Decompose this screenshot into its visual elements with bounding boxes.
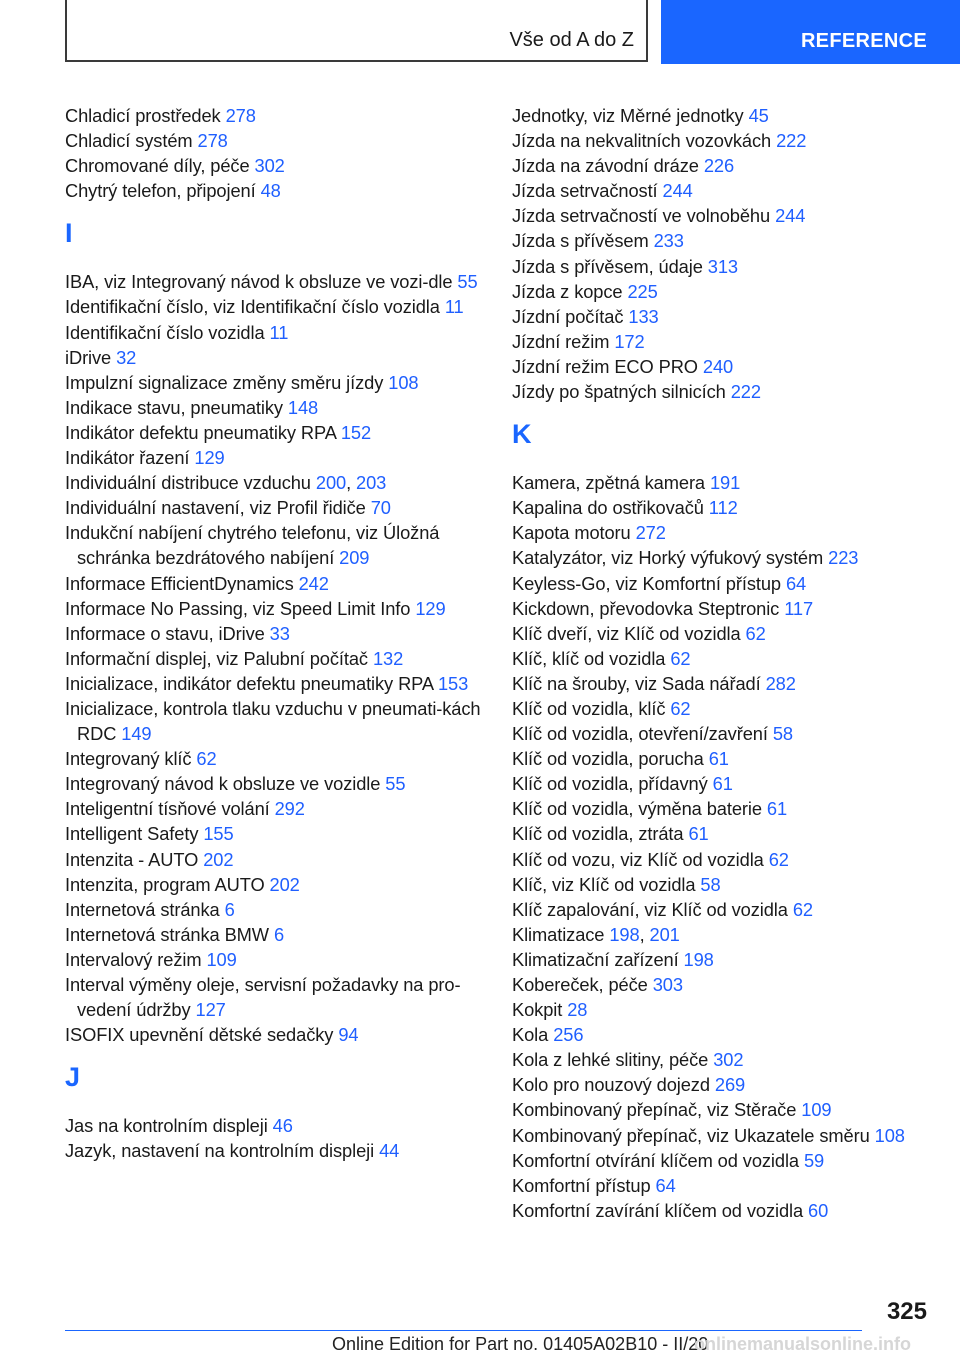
page-link[interactable]: 64: [785, 572, 807, 594]
index-entry: [65, 596, 485, 621]
page-link[interactable]: 269: [714, 1074, 746, 1096]
index-entry: [512, 972, 932, 997]
index-entry: Individuální distribuce vzduchu 200, 203: [65, 472, 387, 494]
index-entry-term: Intenzita - AUTO: [65, 848, 199, 870]
index-entry: [512, 279, 932, 304]
page-link[interactable]: 64: [655, 1174, 676, 1196]
index-entry-term: Klimatizační zařízení: [512, 948, 679, 970]
page-link[interactable]: 55: [457, 271, 478, 293]
index-entry-term: Chladicí prostředek: [65, 105, 221, 126]
index-entry: [65, 420, 485, 445]
page-link[interactable]: 45: [748, 105, 769, 126]
index-entry: [512, 1047, 932, 1072]
page-link[interactable]: 11: [269, 321, 289, 343]
index-entry-term: Indikátor defektu pneumatiky RPA: [65, 421, 336, 443]
index-entry: [65, 821, 485, 846]
index-entry: [512, 470, 932, 495]
index-entry-term: Klíč od vozu, viz Klíč od vozidla: [512, 848, 764, 870]
page-link[interactable]: 201: [649, 923, 680, 945]
page-link[interactable]: 209: [339, 547, 370, 569]
index-entry: [65, 947, 485, 972]
index-entry-term: Intelligent Safety: [65, 823, 199, 845]
page-link[interactable]: 198: [609, 923, 640, 945]
index-entry-term: Klíč od vozidla, klíč: [512, 697, 666, 719]
page-link[interactable]: 61: [766, 798, 788, 820]
index-entry: [512, 545, 932, 570]
index-entry-term: Kombinovaný přepínač, viz Stěrače: [512, 1099, 797, 1121]
index-entry-term: Kickdown, převodovka Steptronic: [512, 597, 780, 619]
index-entry-term: Chromované díly, péče: [65, 155, 250, 177]
index-entry-term: Klíč zapalování, viz Klíč od vozidla: [512, 898, 788, 920]
index-letter-heading: K: [512, 419, 532, 450]
page-link[interactable]: 62: [196, 748, 217, 770]
page-link[interactable]: 278: [197, 130, 228, 152]
index-entry: [512, 1123, 932, 1148]
index-entry: [512, 1022, 932, 1047]
page-link[interactable]: 233: [653, 230, 684, 252]
index-entry: [512, 1097, 932, 1122]
index-entry: [512, 254, 932, 279]
index-entry-term: Kolo pro nouzový dojezd: [512, 1074, 710, 1096]
reference-tab-label: REFERENCE: [800, 30, 927, 52]
index-entry-term: Jas na kontrolním displeji: [65, 1115, 268, 1137]
page-link[interactable]: 32: [116, 346, 137, 368]
index-entry: [512, 520, 932, 545]
index-entry: [512, 128, 932, 153]
page-link[interactable]: 129: [415, 597, 446, 619]
page-link[interactable]: 198: [683, 948, 714, 970]
index-entry: [512, 203, 932, 228]
index-entry: [65, 345, 485, 370]
index-entry-term: Jízdní režim: [512, 330, 610, 352]
index-entry-term: Jízda z kopce: [512, 280, 623, 302]
index-entry-term: Jízda setrvačností ve volnoběhu: [512, 205, 771, 227]
index-entry: [65, 1022, 485, 1047]
page-link[interactable]: 203: [356, 472, 387, 494]
index-entry-term: Jízda s přívěsem: [512, 230, 649, 252]
index-entry: [512, 1148, 932, 1173]
index-entry: [512, 947, 932, 972]
index-entry: [65, 103, 485, 128]
page-link[interactable]: 117: [784, 597, 814, 619]
index-entry-term: Klimatizace: [512, 923, 605, 945]
index-entry-term: Internetová stránka: [65, 898, 220, 920]
page-link[interactable]: 222: [730, 381, 761, 403]
page-link[interactable]: 153: [437, 672, 469, 694]
index-entry-term: Identifikační číslo, viz Identifikační číslo vozidla: [65, 296, 440, 318]
page-link[interactable]: 133: [628, 305, 659, 327]
index-entry: [65, 696, 485, 746]
page-link[interactable]: 152: [340, 421, 372, 443]
index-entry: [512, 847, 932, 872]
edition-note: Online Edition for Part no. 01405A02B10 - II/20: [332, 1334, 709, 1354]
index-entry: [65, 178, 485, 203]
index-entry: [512, 1072, 932, 1097]
index-entry: [512, 872, 932, 897]
page-link[interactable]: 278: [225, 105, 256, 126]
index-entry-term: Integrovaný návod k obsluze ve vozidle: [65, 773, 381, 795]
page-link[interactable]: 302: [713, 1049, 744, 1071]
index-entry-term: Impulzní signalizace změny směru jízdy: [65, 371, 384, 393]
index-entry: [65, 1113, 485, 1138]
index-entry: [512, 821, 932, 846]
page-link[interactable]: 240: [702, 355, 734, 377]
index-entry: [512, 796, 932, 821]
index-entry: [512, 304, 932, 329]
index-entry-term: Intenzita, program AUTO: [65, 873, 265, 895]
index-entry-term: Klíč od vozidla, přídavný: [512, 773, 708, 795]
page-link[interactable]: 226: [703, 155, 735, 177]
index-entry-term: Indikátor řazení: [65, 447, 190, 469]
page-link[interactable]: 202: [203, 848, 234, 870]
page-link[interactable]: 70: [370, 497, 391, 519]
index-entry-term: Inicializace, indikátor defektu pneumatiky RPA: [65, 672, 433, 694]
index-entry: [512, 153, 932, 178]
index-entry-term: Informace No Passing, viz Speed Limit Info: [65, 597, 411, 619]
page-link[interactable]: 242: [298, 572, 329, 594]
index-entry-term: Katalyzátor, viz Horký výfukový systém: [512, 547, 824, 569]
page-link[interactable]: 44: [379, 1140, 400, 1162]
index-column-left: [65, 103, 485, 1163]
index-entry-term: Jízdní režim ECO PRO: [512, 355, 698, 377]
index-entry-term: Intervalový režim: [65, 948, 202, 970]
index-entry-term: Klíč od vozidla, ztráta: [512, 823, 684, 845]
page-link[interactable]: 222: [776, 130, 807, 152]
index-entry: [512, 746, 932, 771]
index-entry: [512, 571, 932, 596]
index-entry-term: Jízdní počítač: [512, 305, 624, 327]
index-entry-term: Klíč na šrouby, viz Sada nářadí: [512, 672, 761, 694]
page-link[interactable]: 244: [775, 205, 806, 227]
index-entry: [65, 128, 485, 153]
page-link[interactable]: 28: [567, 999, 588, 1021]
page-link[interactable]: 109: [206, 948, 237, 970]
index-entry-term: Chytrý telefon, připojení: [65, 180, 256, 202]
index-entry-term: Individuální nastavení, viz Profil řidiče: [65, 497, 366, 519]
index-entry-term: Kola z lehké slitiny, péče: [512, 1049, 709, 1071]
index-entry: [65, 796, 485, 821]
index-entry: [512, 103, 932, 128]
index-entry-term: Komfortní přístup: [512, 1174, 651, 1196]
index-entry: [65, 972, 485, 1022]
page-link[interactable]: 11: [444, 296, 464, 318]
index-entry: [512, 646, 932, 671]
index-entry: [65, 1138, 485, 1163]
index-entry-term: Kola: [512, 1024, 549, 1046]
page-link[interactable]: 109: [801, 1099, 832, 1121]
page-link[interactable]: 62: [792, 898, 813, 920]
index-entry: [512, 354, 932, 379]
index-entry-term: Informační displej, viz Palubní počítač: [65, 647, 368, 669]
page-link[interactable]: 94: [338, 1024, 359, 1046]
page-link[interactable]: 62: [670, 647, 691, 669]
index-entry-term: Chladicí systém: [65, 130, 193, 152]
page-link[interactable]: 61: [688, 823, 709, 845]
index-entry-term: Jízda setrvačností: [512, 180, 658, 202]
page-link[interactable]: 282: [765, 672, 796, 694]
page-link[interactable]: 132: [372, 647, 404, 669]
page-link[interactable]: 272: [635, 522, 666, 544]
page-link[interactable]: 148: [287, 396, 319, 418]
index-entry-term: Klíč od vozidla, otevření/zavření: [512, 723, 768, 745]
index-entry-term: Jízdy po špatných silnicích: [512, 381, 726, 403]
page-link[interactable]: 61: [708, 748, 729, 770]
index-entry: [65, 269, 485, 294]
index-entry: [512, 621, 932, 646]
page-link[interactable]: 256: [553, 1024, 584, 1046]
index-column-right: [512, 103, 932, 1223]
index-entry-term: IBA, viz Integrovaný návod k obsluze ve vozi-dle: [65, 271, 453, 293]
index-entry: [512, 379, 932, 404]
index-entry-term: Klíč od vozidla, porucha: [512, 748, 704, 770]
index-entry-term: Inicializace, kontrola tlaku vzduchu v pneumati-kách RDC: [65, 697, 481, 745]
index-letter-heading: I: [65, 218, 73, 249]
index-entry-term: Integrovaný klíč: [65, 748, 192, 770]
index-entry: [65, 872, 485, 897]
index-entry: [65, 847, 485, 872]
index-entry-term: ISOFIX upevnění dětské sedačky: [65, 1024, 334, 1046]
index-entry: [65, 621, 485, 646]
page-link[interactable]: 62: [768, 848, 789, 870]
index-entry: [65, 771, 485, 796]
index-entry: [65, 671, 485, 696]
footer-divider: [65, 1330, 862, 1331]
page-link[interactable]: 303: [652, 974, 683, 995]
index-entry: [512, 897, 932, 922]
index-entry: [65, 520, 485, 570]
index-entry: [65, 897, 485, 922]
index-entry-term: Kamera, zpětná kamera: [512, 472, 705, 494]
index-entry-term: iDrive: [65, 346, 112, 368]
index-entry: [65, 571, 485, 596]
index-entry-term: Jízda na závodní dráze: [512, 155, 699, 177]
index-entry: [512, 671, 932, 696]
index-entry: [65, 495, 485, 520]
index-entry-term: Jízda na nekvalitních vozovkách: [512, 130, 772, 152]
index-entry-term: Jízda s přívěsem, údaje: [512, 255, 703, 277]
index-entry-term: Indikace stavu, pneumatiky: [65, 396, 283, 418]
index-entry: [512, 1173, 932, 1198]
watermark: onlinemanualsonline.info: [694, 1334, 912, 1354]
page-link[interactable]: 302: [254, 155, 285, 177]
index-entry: [512, 1198, 932, 1223]
index-entry: [512, 329, 932, 354]
index-entry: [512, 771, 932, 796]
page-link[interactable]: 225: [627, 280, 658, 302]
page-link[interactable]: 155: [203, 823, 234, 845]
index-entry-term: Kapalina do ostřikovačů: [512, 497, 704, 519]
index-entry-term: Klíč dveří, viz Klíč od vozidla: [512, 622, 741, 644]
index-entry: [512, 696, 932, 721]
page-link[interactable]: 112: [708, 497, 738, 519]
page-link[interactable]: 108: [874, 1124, 905, 1146]
header-section-box: [65, 0, 648, 62]
page-link[interactable]: 313: [707, 255, 738, 277]
index-entry: [512, 596, 932, 621]
page-link[interactable]: 129: [194, 447, 225, 469]
index-entry-term: Individuální distribuce vzduchu: [65, 472, 311, 494]
page-link[interactable]: 58: [772, 723, 793, 745]
index-entry-term: Informace o stavu, iDrive: [65, 622, 265, 644]
page-link[interactable]: 127: [195, 999, 226, 1021]
page-number: 325: [886, 1298, 927, 1325]
index-entry: [65, 445, 485, 470]
index-entry-term: Kombinovaný přepínač, viz Ukazatele směru: [512, 1124, 870, 1146]
index-entry-term: Inteligentní tísňové volání: [65, 798, 270, 820]
page-link[interactable]: 202: [269, 873, 300, 895]
page-link[interactable]: 292: [274, 798, 305, 820]
index-entry-term: Komfortní zavírání klíčem od vozidla: [512, 1199, 804, 1221]
page-link[interactable]: 149: [121, 723, 152, 745]
index-entry-term: Informace EfficientDynamics: [65, 572, 294, 594]
index-entry-term: Kobereček, péče: [512, 974, 648, 995]
page-link[interactable]: 58: [700, 873, 721, 895]
index-entry: [65, 922, 485, 947]
index-entry-term: Internetová stránka BMW: [65, 923, 269, 945]
index-entry: [512, 178, 932, 203]
index-entry: [512, 721, 932, 746]
page-link[interactable]: 108: [388, 371, 419, 393]
index-entry-term: Klíč, viz Klíč od vozidla: [512, 873, 696, 895]
page-link[interactable]: 62: [745, 622, 766, 644]
page-link[interactable]: 46: [272, 1115, 293, 1137]
page-link[interactable]: 223: [828, 547, 859, 569]
index-entry-term: Identifikační číslo vozidla: [65, 321, 265, 343]
index-letter-heading: J: [65, 1062, 81, 1093]
page-link[interactable]: 59: [803, 1149, 825, 1171]
index-entry-term: Klíč, klíč od vozidla: [512, 647, 666, 669]
index-entry-term: Jazyk, nastavení na kontrolním displeji: [65, 1140, 375, 1162]
page-link[interactable]: 33: [269, 622, 290, 644]
page-link[interactable]: 60: [808, 1199, 829, 1221]
index-entry: [65, 746, 485, 771]
index-entry: [65, 294, 485, 319]
page-link[interactable]: 200: [315, 472, 347, 494]
index-entry-term: Kokpit: [512, 999, 563, 1021]
page-link[interactable]: 172: [614, 330, 645, 352]
index-entry: [65, 646, 485, 671]
page-link[interactable]: 48: [260, 180, 281, 202]
index-entry: [65, 320, 485, 345]
page-link[interactable]: 61: [712, 773, 733, 795]
index-entry: Klimatizace 198, 201: [512, 923, 680, 945]
index-entry-term: Interval výměny oleje, servisní požadavky na pro-vedení údržby: [65, 974, 461, 1021]
section-title: Vše od A do Z: [509, 29, 634, 51]
index-entry: [65, 370, 485, 395]
index-entry-term: Komfortní otvírání klíčem od vozidla: [512, 1149, 799, 1171]
index-entry: [65, 153, 485, 178]
index-entry: [512, 228, 932, 253]
index-entry-term: Klíč od vozidla, výměna baterie: [512, 798, 762, 820]
index-entry: [512, 495, 932, 520]
page-link[interactable]: 244: [662, 180, 693, 202]
reference-tab[interactable]: [661, 0, 960, 64]
index-entry: [512, 997, 932, 1022]
page-link[interactable]: 6: [224, 898, 235, 920]
index-entry-term: Keyless-Go, viz Komfortní přístup: [512, 572, 781, 594]
index-entry: [65, 395, 485, 420]
index-entry-term: Kapota motoru: [512, 522, 631, 544]
page-link[interactable]: 55: [385, 773, 406, 795]
page-link[interactable]: 191: [709, 472, 741, 494]
index-entry-term: Indukční nabíjení chytrého telefonu, viz Úložná schránka bezdrátového nabíjení: [65, 522, 440, 569]
index-entry-term: Jednotky, viz Měrné jednotky: [512, 105, 744, 126]
page-link[interactable]: 6: [273, 923, 285, 945]
page-link[interactable]: 62: [670, 697, 691, 719]
